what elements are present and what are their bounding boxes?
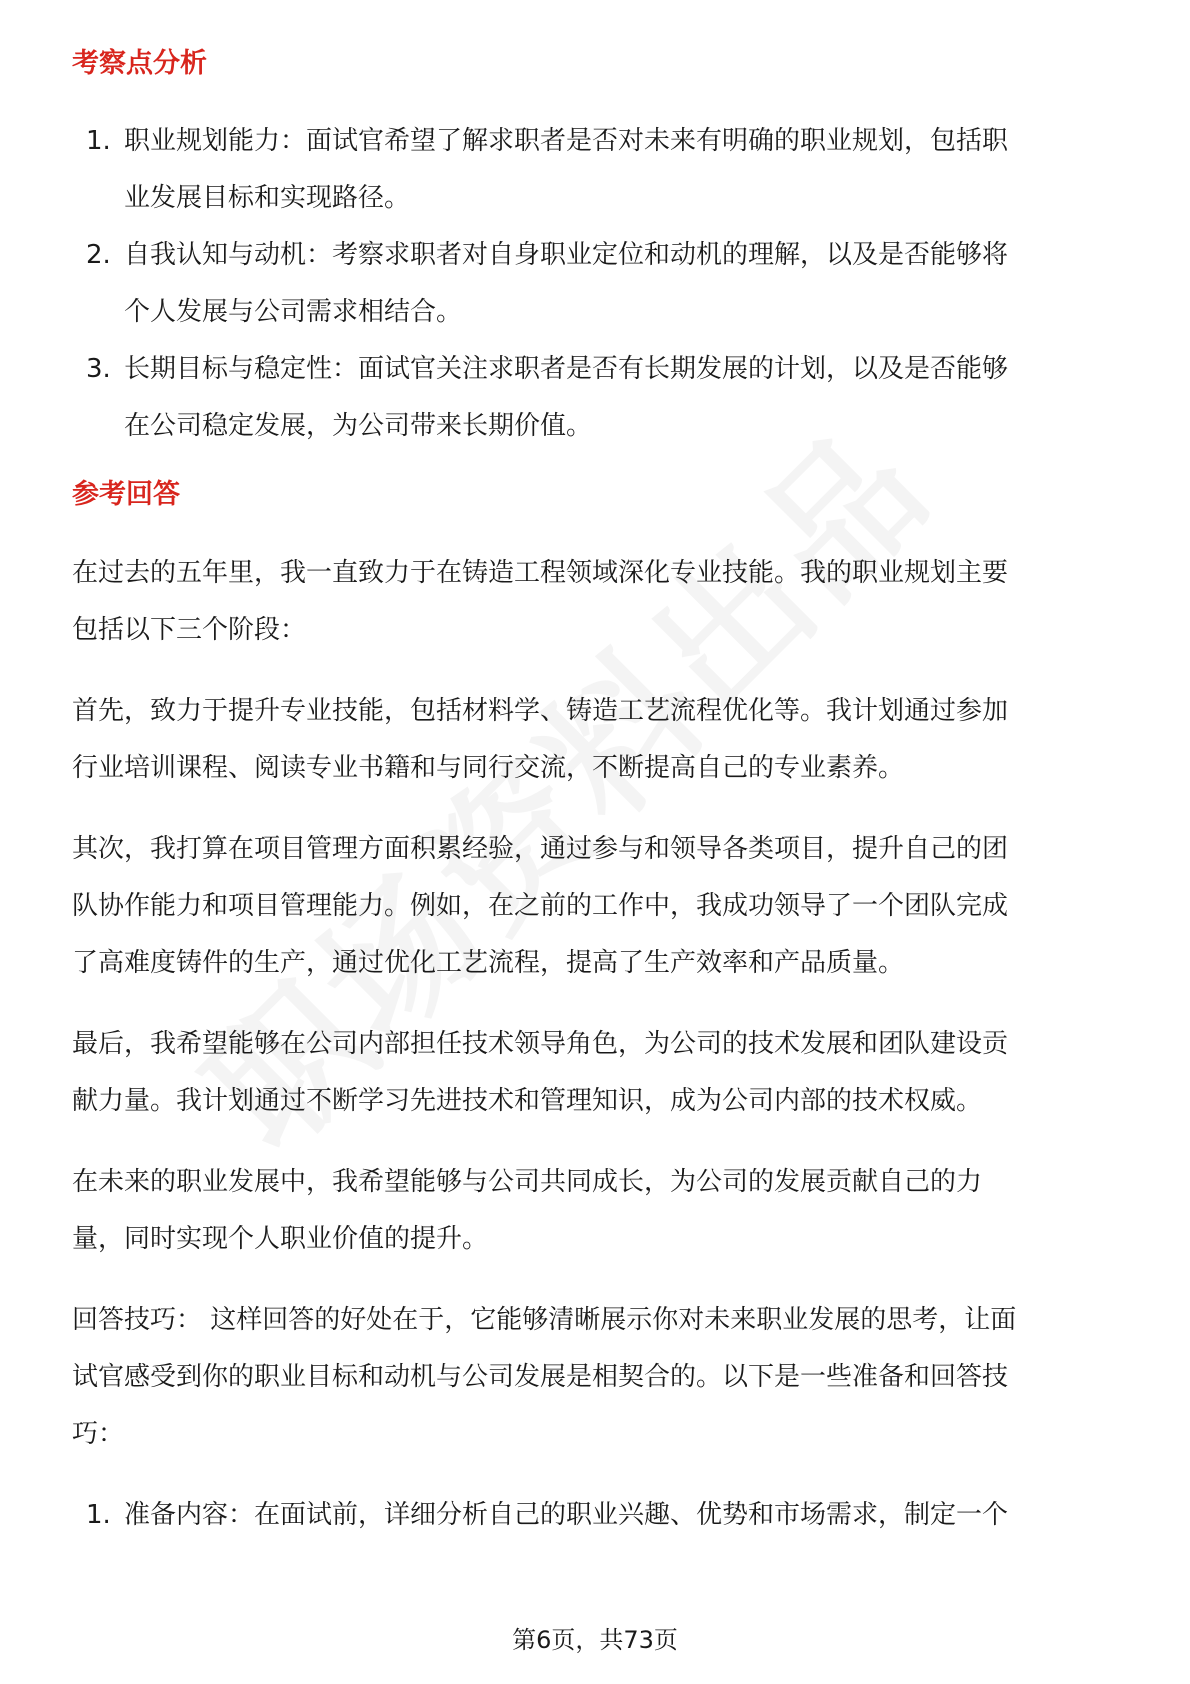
document-page (72, 44, 1118, 1544)
list-text-line: 职业规划能力：面试官希望了解求职者是否对未来有明确的职业规划，包括职 (124, 126, 1009, 156)
list-text-line: 长期目标与稳定性：面试官关注求职者是否有长期发展的计划，以及是否能够 (124, 354, 1009, 384)
paragraph-line: 首先，致力于提升专业技能，包括材料学、铸造工艺流程优化等。我计划通过参加 (72, 696, 1009, 726)
list-text-line: 自我认知与动机：考察求职者对自身职业定位和动机的理解，以及是否能够将 (124, 240, 1009, 270)
list-number: 1. (86, 1500, 111, 1530)
section-title-analysis: 考察点分析 (72, 48, 207, 79)
list-text-line: 在公司稳定发展，为公司带来长期价值。 (124, 411, 593, 441)
paragraph-line: 了高难度铸件的生产，通过优化工艺流程，提高了生产效率和产品质量。 (72, 948, 905, 978)
paragraph-line: 其次，我打算在项目管理方面积累经验，通过参与和领导各类项目，提升自己的团 (72, 834, 1009, 864)
paragraph-line: 包括以下三个阶段： (72, 615, 307, 645)
analysis-list (72, 113, 1118, 455)
list-text-line: 业发展目标和实现路径。 (124, 183, 411, 213)
paragraph (72, 545, 1118, 659)
paragraph-line: 巧： (72, 1419, 125, 1449)
list-text-line: 个人发展与公司需求相结合。 (124, 297, 463, 327)
paragraph (72, 1016, 1118, 1130)
list-item (72, 227, 1118, 341)
paragraph-line: 在过去的五年里，我一直致力于在铸造工程领域深化专业技能。我的职业规划主要 (72, 558, 1009, 588)
paragraph-line: 献力量。我计划通过不断学习先进技术和管理知识，成为公司内部的技术权威。 (72, 1086, 983, 1116)
paragraph (72, 683, 1118, 797)
list-text-line: 准备内容：在面试前，详细分析自己的职业兴趣、优势和市场需求，制定一个 (124, 1500, 1009, 1530)
paragraph-line: 回答技巧： 这样回答的好处在于，它能够清晰展示你对未来职业发展的思考，让面 (72, 1305, 1017, 1335)
list-number: 1. (86, 126, 111, 156)
list-number: 2. (86, 240, 111, 270)
page-footer: 第6页，共73页 (512, 1626, 678, 1654)
list-number: 3. (86, 354, 111, 384)
paragraph-line: 最后，我希望能够在公司内部担任技术领导角色，为公司的技术发展和团队建设贡 (72, 1029, 1009, 1059)
paragraph-line: 量，同时实现个人职业价值的提升。 (72, 1224, 489, 1254)
section-title-answer: 参考回答 (72, 479, 180, 510)
paragraph (72, 821, 1118, 992)
tips-list (72, 1487, 1118, 1544)
paragraph-line: 行业培训课程、阅读专业书籍和与同行交流，不断提高自己的专业素养。 (72, 753, 905, 783)
list-item (72, 113, 1118, 227)
paragraph-line: 队协作能力和项目管理能力。例如，在之前的工作中，我成功领导了一个团队完成 (72, 891, 1009, 921)
list-item (72, 341, 1118, 455)
paragraph (72, 1154, 1118, 1268)
list-item (72, 1487, 1118, 1544)
paragraph (72, 1292, 1118, 1463)
paragraph-line: 在未来的职业发展中，我希望能够与公司共同成长，为公司的发展贡献自己的力 (72, 1167, 983, 1197)
paragraph-line: 试官感受到你的职业目标和动机与公司发展是相契合的。以下是一些准备和回答技 (72, 1362, 1009, 1392)
